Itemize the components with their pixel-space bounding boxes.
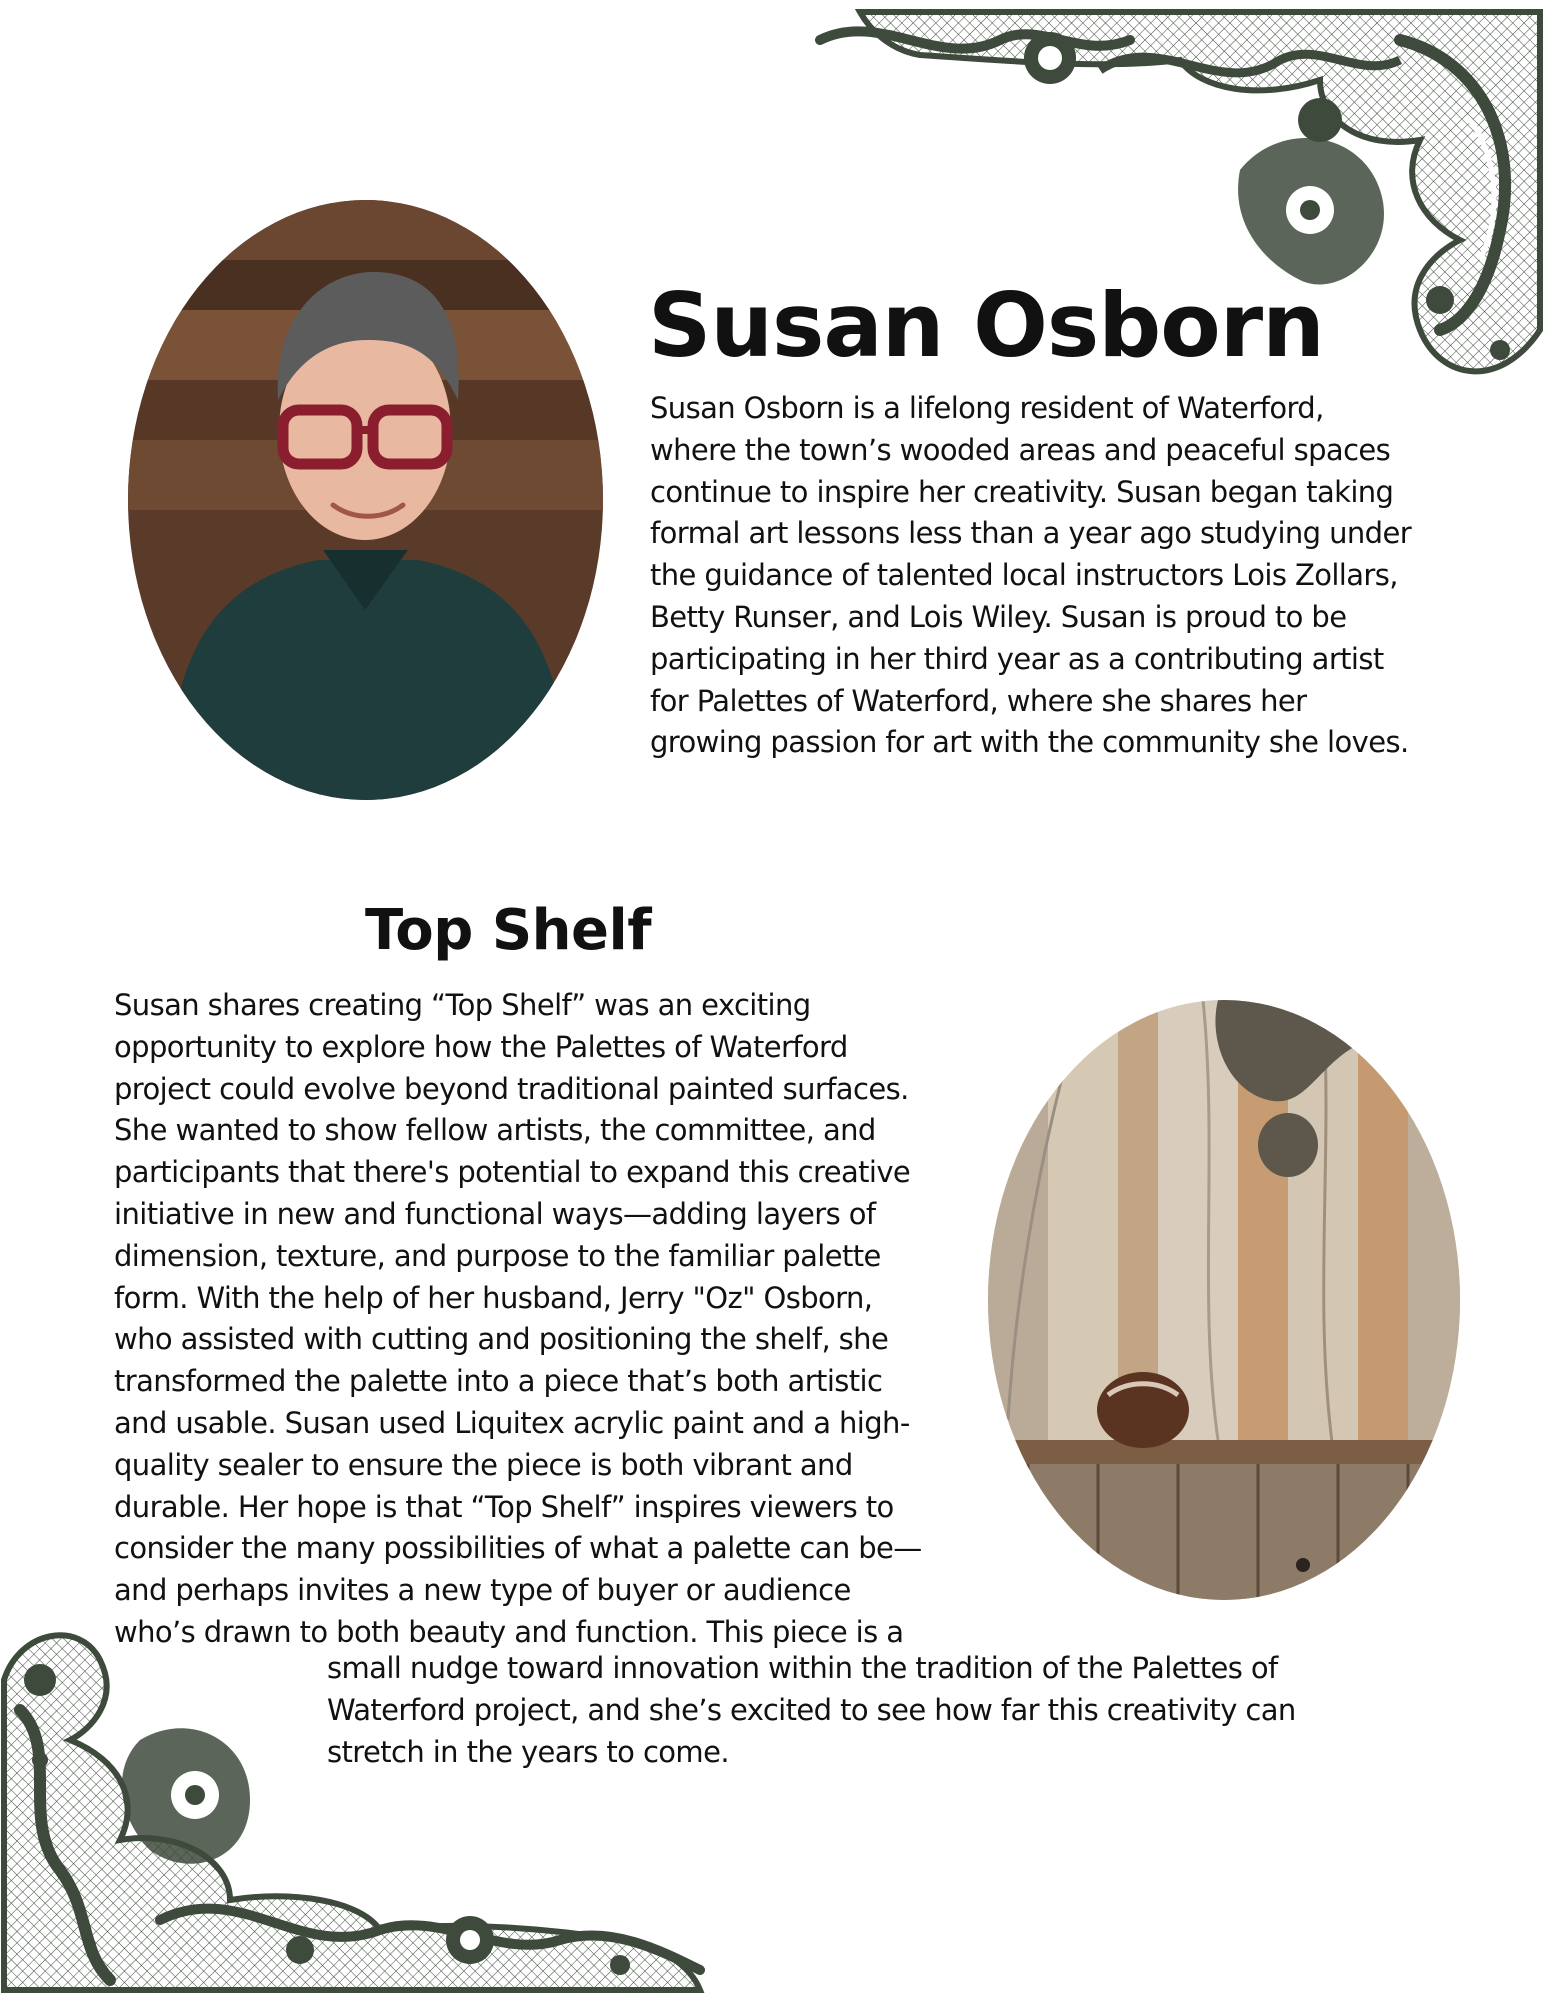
bio-line: continue to inspire her creativity. Susan began taking <box>650 474 1394 509</box>
description-line: stretch in the years to come. <box>327 1734 729 1769</box>
description-line: She wanted to show fellow artists, the committee, and <box>114 1113 876 1148</box>
description-line: who assisted with cutting and positioning the shelf, she <box>114 1322 889 1357</box>
description-line: durable. Her hope is that “Top Shelf” inspires viewers to <box>114 1489 894 1524</box>
description-line: opportunity to explore how the Palettes of Waterford <box>114 1029 848 1064</box>
artwork-description <box>114 985 994 1654</box>
artwork-photo <box>988 1000 1460 1600</box>
artist-bio <box>650 388 1470 764</box>
description-line: and usable. Susan used Liquitex acrylic paint and a high- <box>114 1405 910 1440</box>
artwork-title-heading: Top Shelf <box>365 898 652 963</box>
description-line: and perhaps invites a new type of buyer or audience <box>114 1573 851 1608</box>
description-line: form. With the help of her husband, Jerry "Oz" Osborn, <box>114 1280 873 1315</box>
artwork-description-continued <box>327 1648 1427 1773</box>
description-line: small nudge toward innovation within the tradition of the Palettes of <box>327 1651 1278 1685</box>
description-line: who’s drawn to both beauty and function. This piece is a <box>114 1614 904 1649</box>
description-line: quality sealer to ensure the piece is both vibrant and <box>114 1447 853 1482</box>
description-line: transformed the palette into a piece that’s both artistic <box>114 1364 883 1399</box>
bio-line: where the town’s wooded areas and peaceful spaces <box>650 432 1391 467</box>
description-line: project could evolve beyond traditional painted surfaces. <box>114 1071 909 1106</box>
description-line: Susan shares creating “Top Shelf” was an exciting <box>114 988 811 1022</box>
bio-line: growing passion for art with the community she loves. <box>650 725 1409 760</box>
description-line: dimension, texture, and purpose to the familiar palette <box>114 1238 881 1273</box>
artist-name-heading: Susan Osborn <box>648 274 1324 377</box>
bio-line: the guidance of talented local instructors Lois Zollars, <box>650 558 1398 593</box>
bio-line: Betty Runser, and Lois Wiley. Susan is proud to be <box>650 599 1347 634</box>
bio-line: for Palettes of Waterford, where she shares her <box>650 683 1307 718</box>
bio-line: formal art lessons less than a year ago studying under <box>650 516 1412 551</box>
description-line: initiative in new and functional ways—adding layers of <box>114 1196 876 1231</box>
description-line: participants that there's potential to expand this creative <box>114 1155 911 1190</box>
artist-portrait-photo <box>128 200 603 800</box>
bio-line: Susan Osborn is a lifelong resident of Waterford, <box>650 391 1324 425</box>
bio-line: participating in her third year as a contributing artist <box>650 641 1384 676</box>
description-line: consider the many possibilities of what a palette can be— <box>114 1531 922 1566</box>
description-line: Waterford project, and she’s excited to see how far this creativity can <box>327 1692 1296 1727</box>
